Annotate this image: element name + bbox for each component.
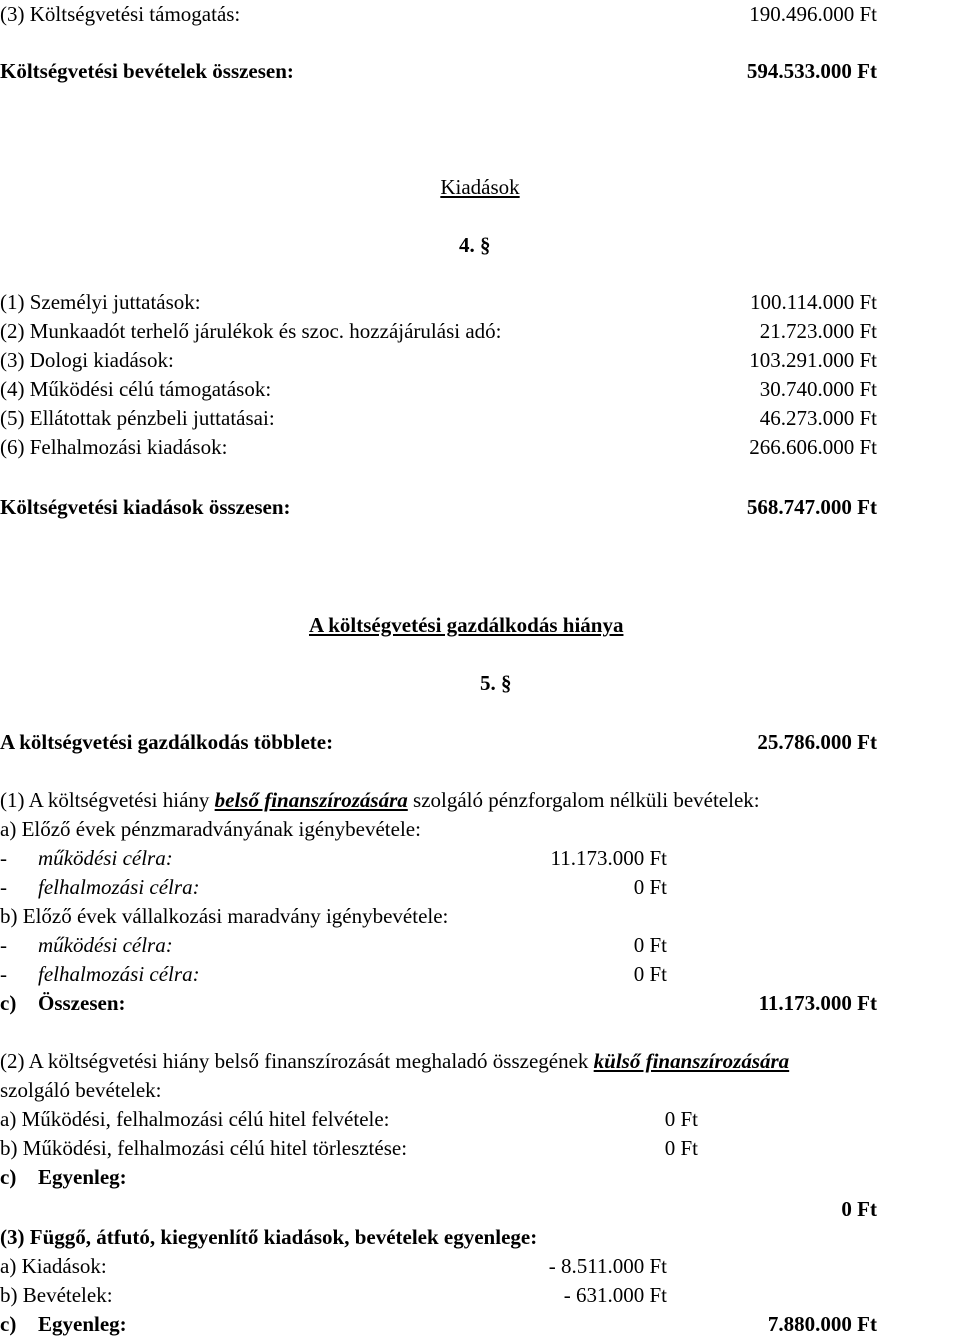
revenue-total-label: Költségvetési bevételek összesen:	[0, 59, 294, 83]
p2-intro: (2) A költségvetési hiány belső finanszírozását meghaladó összegének külső finanszírozására	[0, 1049, 790, 1073]
p1-b-label: b) Előző évek vállalkozási maradvány igénybevétele:	[0, 904, 449, 928]
p3-a-label: a) Kiadások:	[0, 1254, 107, 1278]
p1-a-operating-dash: -	[0, 846, 7, 870]
p3-c-label: Egyenleg:	[38, 1312, 127, 1336]
expense-item-value: 266.606.000 Ft	[749, 435, 877, 459]
expenses-total-value: 568.747.000 Ft	[746, 495, 877, 519]
p1-b-capital-value: 0 Ft	[633, 962, 667, 986]
expense-item-value: 100.114.000 Ft	[750, 290, 877, 314]
expense-item-value: 46.273.000 Ft	[759, 406, 877, 430]
expenses-section-number: 4. §	[459, 233, 491, 257]
p3-b-value: - 631.000 Ft	[563, 1283, 667, 1307]
p1-a-capital-label: felhalmozási célra:	[38, 875, 200, 899]
expense-item-label: (1) Személyi juttatások:	[0, 290, 201, 314]
p1-b-capital-dash: -	[0, 962, 7, 986]
p1-a-label: a) Előző évek pénzmaradványának igénybevétele:	[0, 817, 421, 841]
surplus-label: A költségvetési gazdálkodás többlete:	[0, 730, 334, 754]
p2-c-value: 0 Ft	[841, 1197, 877, 1221]
p1-emphasis: belső finanszírozására	[214, 788, 408, 812]
p2-b-label: b) Működési, felhalmozási célú hitel törlesztése:	[0, 1136, 408, 1160]
p2-c-label: Egyenleg:	[38, 1165, 127, 1189]
p1-c-value: 11.173.000 Ft	[758, 991, 877, 1015]
state-support-value: 190.496.000 Ft	[749, 2, 877, 26]
p2-a-label: a) Működési, felhalmozási célú hitel felvétele:	[0, 1107, 390, 1131]
expense-item-label: (5) Ellátottak pénzbeli juttatásai:	[0, 406, 275, 430]
p2-emphasis: külső finanszírozására	[593, 1049, 790, 1073]
p3-a-value: - 8.511.000 Ft	[548, 1254, 667, 1278]
p1-a-capital-value: 0 Ft	[633, 875, 667, 899]
p1-intro: (1) A költségvetési hiány belső finanszírozására szolgáló pénzforgalom nélküli bevételek:	[0, 788, 760, 812]
revenue-total-value: 594.533.000 Ft	[746, 59, 877, 83]
expenses-total-label: Költségvetési kiadások összesen:	[0, 495, 291, 519]
p1-a-operating-label: működési célra:	[38, 846, 173, 870]
p1-b-operating-value: 0 Ft	[633, 933, 667, 957]
expense-item-label: (4) Működési célú támogatások:	[0, 377, 272, 401]
deficit-heading: A költségvetési gazdálkodás hiánya	[309, 613, 624, 637]
p1-c-marker: c)	[0, 991, 17, 1015]
p2-a-value: 0 Ft	[664, 1107, 698, 1131]
section-sign-icon: §	[480, 233, 491, 257]
section-sign-icon: §	[501, 671, 512, 695]
p1-c-label: Összesen:	[38, 991, 126, 1015]
p1-b-capital-label: felhalmozási célra:	[38, 962, 200, 986]
p3-c-marker: c)	[0, 1312, 17, 1336]
p3-c-value: 7.880.000 Ft	[767, 1312, 877, 1336]
p1-a-operating-value: 11.173.000 Ft	[550, 846, 667, 870]
expense-item-value: 30.740.000 Ft	[759, 377, 877, 401]
p2-intro-line2: szolgáló bevételek:	[0, 1078, 162, 1102]
p2-b-value: 0 Ft	[664, 1136, 698, 1160]
expense-item-value: 103.291.000 Ft	[749, 348, 877, 372]
deficit-section-number: 5. §	[480, 671, 512, 695]
p3-heading: (3) Függő, átfutó, kiegyenlítő kiadások, bevételek egyenlege:	[0, 1225, 538, 1249]
p1-a-capital-dash: -	[0, 875, 7, 899]
state-support-label: (3) Költségvetési támogatás:	[0, 2, 241, 26]
p1-b-operating-label: működési célra:	[38, 933, 173, 957]
expense-item-label: (2) Munkaadót terhelő járulékok és szoc. hozzájárulási adó:	[0, 319, 502, 343]
p3-b-label: b) Bevételek:	[0, 1283, 113, 1307]
expense-item-value: 21.723.000 Ft	[759, 319, 877, 343]
expenses-heading: Kiadások	[440, 175, 520, 199]
p2-c-marker: c)	[0, 1165, 17, 1189]
expense-item-label: (3) Dologi kiadások:	[0, 348, 174, 372]
p1-b-operating-dash: -	[0, 933, 7, 957]
expense-item-label: (6) Felhalmozási kiadások:	[0, 435, 228, 459]
surplus-value: 25.786.000 Ft	[757, 730, 877, 754]
